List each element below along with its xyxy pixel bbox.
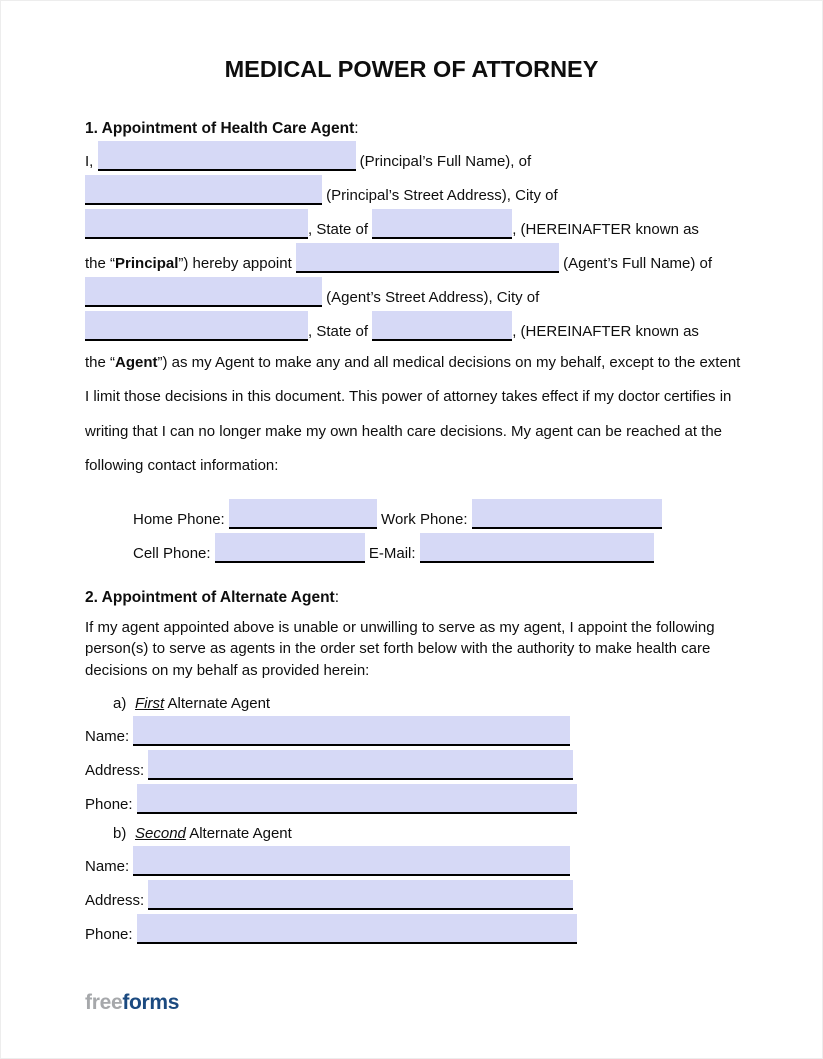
section1-paragraph <box>85 346 741 483</box>
section2-paragraph <box>85 617 738 681</box>
phone-label: Phone: <box>85 796 137 814</box>
document-title: MEDICAL POWER OF ATTORNEY <box>224 56 599 82</box>
agent-state-field[interactable] <box>372 311 512 341</box>
line-text: , State of <box>308 323 373 340</box>
agent-street-address-field[interactable] <box>85 277 322 307</box>
section2-heading <box>85 589 738 606</box>
name-label: Name: <box>85 858 134 876</box>
address-label: Address: <box>85 762 149 780</box>
paragraph-line: decisions on my behalf as provided herein: <box>85 661 370 679</box>
second-alt-phone-row <box>85 910 738 944</box>
work-phone-label: Work Phone: <box>376 511 472 529</box>
second-alternate-agent-heading <box>85 825 738 842</box>
first-alt-address-row <box>85 746 738 780</box>
form-line-agent-city-state <box>85 307 738 341</box>
line-text: (Agent’s Street Address), City of <box>322 289 540 306</box>
second-alt-name-row <box>85 842 738 876</box>
principal-state-field[interactable] <box>372 209 512 239</box>
first-alt-phone-field[interactable] <box>137 784 577 814</box>
agent-name-field[interactable] <box>296 243 559 273</box>
paragraph-text: the “ <box>85 354 116 371</box>
first-alt-phone-row <box>85 780 738 814</box>
logo-forms-text: forms <box>122 991 180 1014</box>
first-alt-name-field[interactable] <box>133 716 570 746</box>
heading-text: Alternate Agent <box>185 825 292 843</box>
second-emphasis: Second <box>135 825 186 843</box>
form-line-principal-address <box>85 171 738 205</box>
email-label: E-Mail: <box>364 545 420 563</box>
contact-row-1 <box>85 495 738 529</box>
first-alt-name-row <box>85 712 738 746</box>
second-alt-address-row <box>85 876 738 910</box>
heading-text: Alternate Agent <box>164 695 271 713</box>
address-label: Address: <box>85 892 149 910</box>
cell-phone-label: Cell Phone: <box>133 545 215 563</box>
principal-city-field[interactable] <box>85 209 308 239</box>
home-phone-label: Home Phone: <box>133 511 229 529</box>
freeforms-logo <box>85 991 179 1015</box>
line-text: I, <box>85 153 98 170</box>
form-line-principal-city-state <box>85 205 738 239</box>
second-alt-address-field[interactable] <box>148 880 573 910</box>
paragraph-line: If my agent appointed above is unable or unwilling to serve as my agent, I appoint the following <box>85 619 715 637</box>
line-text: , State of <box>308 221 373 238</box>
principal-term: Principal <box>115 255 179 272</box>
paragraph-line: writing that I can no longer make my own health care decisions. My agent can be reached at the <box>85 422 723 440</box>
paragraph-line <box>85 346 741 380</box>
second-alt-name-field[interactable] <box>133 846 570 876</box>
form-line-agent-name <box>85 239 738 273</box>
agent-term: Agent <box>115 354 158 371</box>
line-text: the “ <box>85 255 116 272</box>
cell-phone-field[interactable] <box>215 533 365 563</box>
section2-heading-text: 2. Appointment of Alternate Agent <box>85 589 335 607</box>
agent-city-field[interactable] <box>85 311 308 341</box>
paragraph-line: following contact information: <box>85 456 279 474</box>
paragraph-line: person(s) to serve as agents in the order set forth below with the authority to make health care <box>85 640 711 658</box>
line-text: , (HEREINAFTER known as <box>512 221 699 238</box>
home-phone-field[interactable] <box>229 499 377 529</box>
line-text: ”) hereby appoint <box>178 255 296 272</box>
paragraph-line: I limit those decisions in this document. This power of attorney takes effect if my doctor certifies in <box>85 388 732 406</box>
principal-street-address-field[interactable] <box>85 175 322 205</box>
line-text: (Principal’s Full Name), of <box>355 153 532 170</box>
email-field[interactable] <box>420 533 654 563</box>
section1-heading-text: 1. Appointment of Health Care Agent <box>85 120 355 137</box>
paragraph-text: ”) as my Agent to make any and all medical decisions on my behalf, except to the extent <box>157 354 741 371</box>
contact-row-2 <box>85 529 738 563</box>
form-line-agent-address <box>85 273 738 307</box>
line-text: , (HEREINAFTER known as <box>512 323 699 340</box>
principal-name-field[interactable] <box>98 141 356 171</box>
list-marker-a: a) <box>113 695 127 713</box>
first-emphasis: First <box>135 695 165 713</box>
phone-label: Phone: <box>85 926 137 944</box>
section1-heading-colon: : <box>354 120 359 137</box>
line-text: (Principal’s Street Address), City of <box>322 187 558 204</box>
name-label: Name: <box>85 728 134 746</box>
first-alt-address-field[interactable] <box>148 750 573 780</box>
form-line-principal-name <box>85 137 738 171</box>
first-alternate-agent-heading <box>85 695 738 712</box>
section2-heading-colon: : <box>334 589 340 607</box>
line-text: (Agent’s Full Name) of <box>558 255 713 272</box>
contact-info-block <box>85 495 738 563</box>
work-phone-field[interactable] <box>472 499 662 529</box>
section1-heading <box>85 120 738 137</box>
logo-free-text: free <box>85 991 123 1014</box>
second-alt-phone-field[interactable] <box>137 914 577 944</box>
list-marker-b: b) <box>113 825 127 843</box>
